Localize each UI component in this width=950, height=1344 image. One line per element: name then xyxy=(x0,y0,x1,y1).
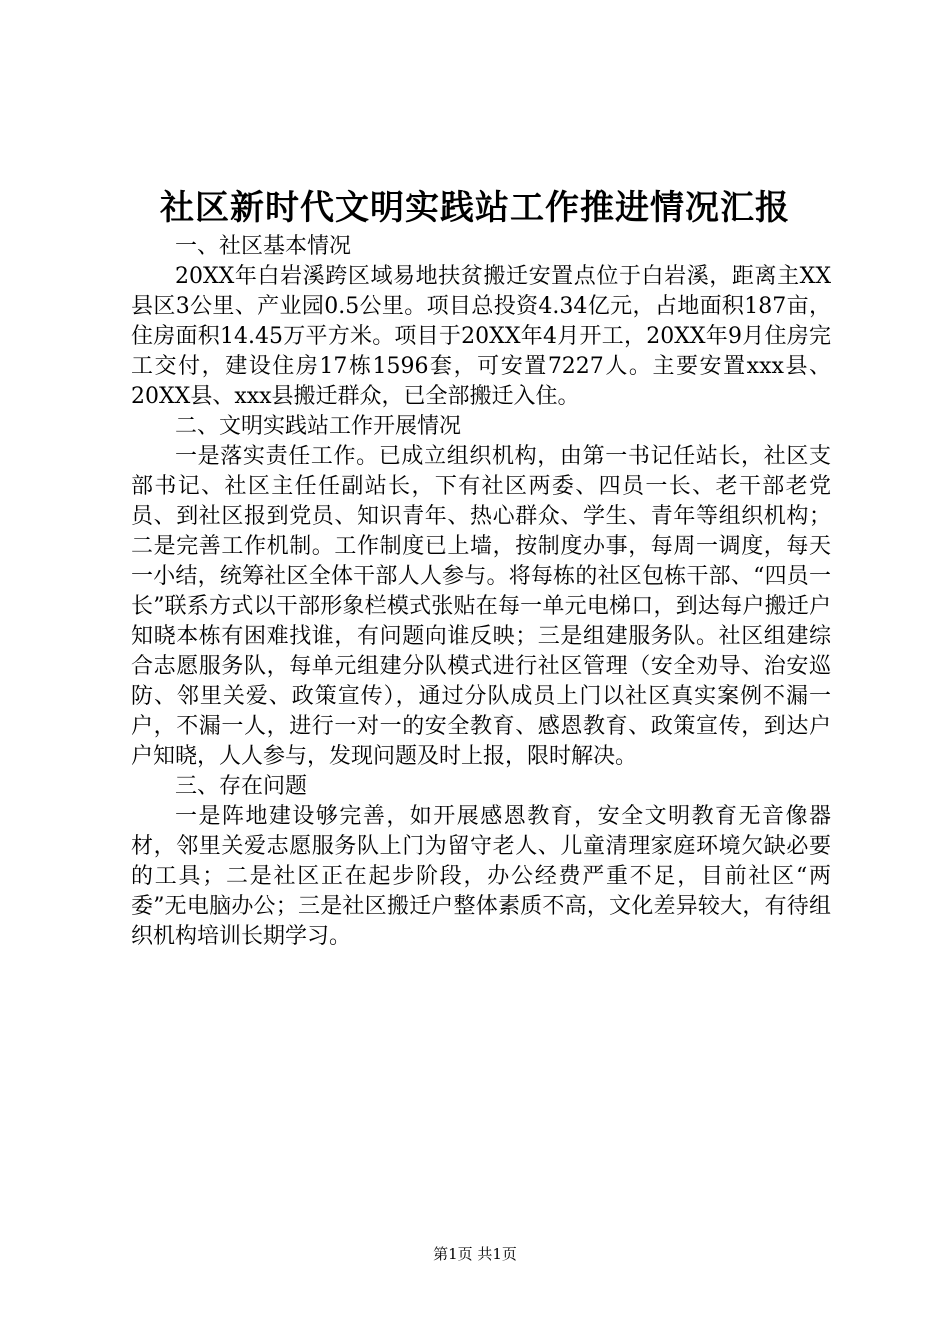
section-heading-problems: 三、存在问题 xyxy=(175,774,308,799)
document-title: 社区新时代文明实践站工作推进情况汇报 xyxy=(160,188,790,228)
paragraph-basic-info: 20XX年白岩溪跨区域易地扶贫搬迁安置点位于白岩溪，距离主XX县区3公里、产业园0.5公里。项目总投资4.34亿元，占地面积187亩，住房面积14.45万平方米。项目于20XX年4月开工，20XX年9月住房完工交付，建设住房17栋1596套，可安置7227人。主要安置xxx县、20XX县、xxx县搬迁群众，已全部搬迁入住。 xyxy=(131,264,831,409)
page-footer: 第1页 共1页 xyxy=(433,1245,517,1263)
section-heading-basic-info: 一、社区基本情况 xyxy=(175,234,352,259)
document-body xyxy=(131,232,831,952)
paragraph-problems: 一是阵地建设够完善，如开展感恩教育，安全文明教育无音像器材，邻里关爱志愿服务队上门为留守老人、儿童清理家庭环境欠缺必要的工具；二是社区正在起步阶段，办公经费严重不足，目前社区“两委”无电脑办公；三是社区搬迁户整体素质不高，文化差异较大，有待组织机构培训长期学习。 xyxy=(131,804,831,949)
section-heading-work-progress: 二、文明实践站工作开展情况 xyxy=(175,414,462,439)
paragraph-work-progress: 一是落实责任工作。已成立组织机构，由第一书记任站长，社区支部书记、社区主任任副站长，下有社区两委、四员一长、老干部老党员、到社区报到党员、知识青年、热心群众、学生、青年等组织机构；二是完善工作机制。工作制度已上墙，按制度办事，每周一调度，每天一小结，统筹社区全体干部人人参与。将每栋的社区包栋干部、“四员一长”联系方式以干部形象栏模式张贴在每一单元电梯口，到达每户搬迁户知晓本栋有困难找谁，有问题向谁反映；三是组建服务队。社区组建综合志愿服务队，每单元组建分队模式进行社区管理（安全劝导、治安巡防、邻里关爱、政策宣传），通过分队成员上门以社区真实案例不漏一户，不漏一人，进行一对一的安全教育、感恩教育、政策宣传，到达户户知晓，人人参与，发现问题及时上报，限时解决。 xyxy=(131,444,831,769)
